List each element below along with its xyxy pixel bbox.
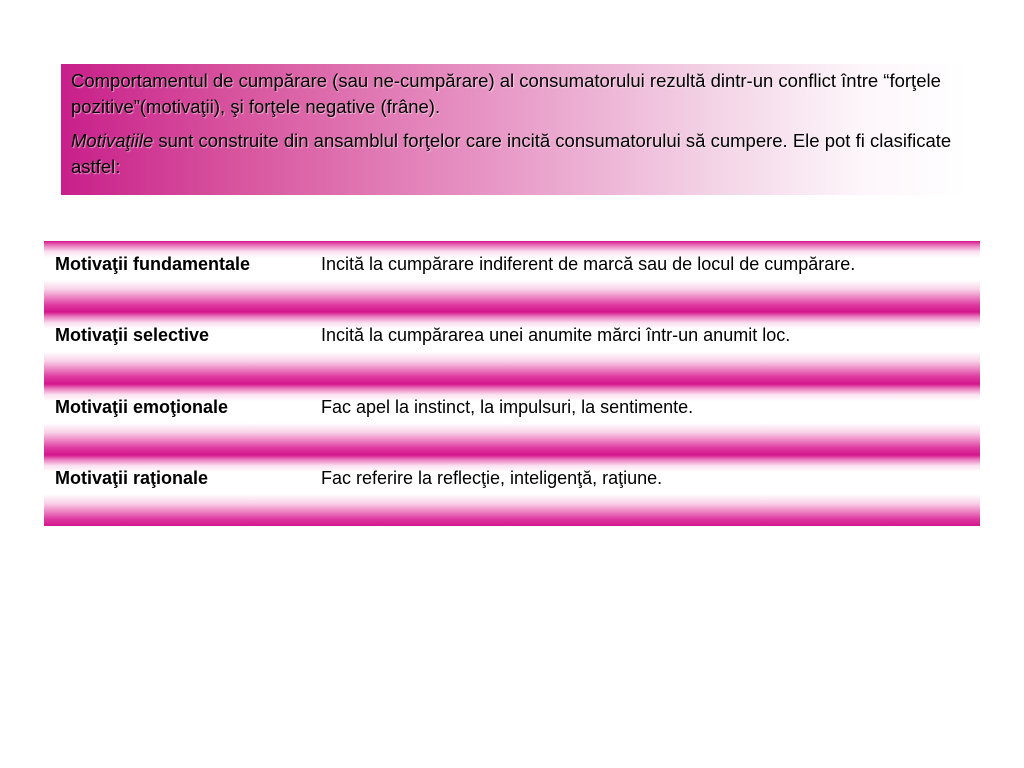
motivations-table xyxy=(44,241,980,526)
table-row xyxy=(44,384,980,455)
motivations-definition: sunt construite din ansamblul forţelor care incită consumatorului să cumpere. Ele pot fi clasificate astfel: xyxy=(71,130,952,177)
motivation-type-selective: Motivaţii selective xyxy=(55,325,210,346)
intro-text-box xyxy=(61,64,967,195)
table-row xyxy=(44,455,980,526)
motivation-type-rational: Motivaţii raţionale xyxy=(55,467,209,488)
intro-paragraph-conflict: Comportamentul de cumpărare (sau ne-cumpărare) al consumatorului rezultă dintr-un conflict între “forţele pozitive”(motivaţii), şi forţele negative (frâne). xyxy=(71,70,941,117)
table-row xyxy=(44,312,980,383)
table-row xyxy=(44,241,980,312)
motivation-description-fundamental: Incită la cumpărare indiferent de marcă sau de locul de cumpărare. xyxy=(321,254,856,274)
motivation-type-fundamental: Motivaţii fundamentale xyxy=(55,254,251,274)
motivation-description-selective: Incită la cumpărarea unei anumite mărci într-un anumit loc. xyxy=(321,325,791,346)
motivation-type-emotional: Motivaţii emoţionale xyxy=(55,396,229,417)
motivation-description-rational: Fac referire la reflecţie, inteligenţă, raţiune. xyxy=(321,467,663,488)
motivation-description-emotional: Fac apel la instinct, la impulsuri, la sentimente. xyxy=(321,396,694,417)
motivations-emphasis: Motivaţiile xyxy=(71,130,154,151)
intro-paragraph-motivations xyxy=(71,128,957,180)
